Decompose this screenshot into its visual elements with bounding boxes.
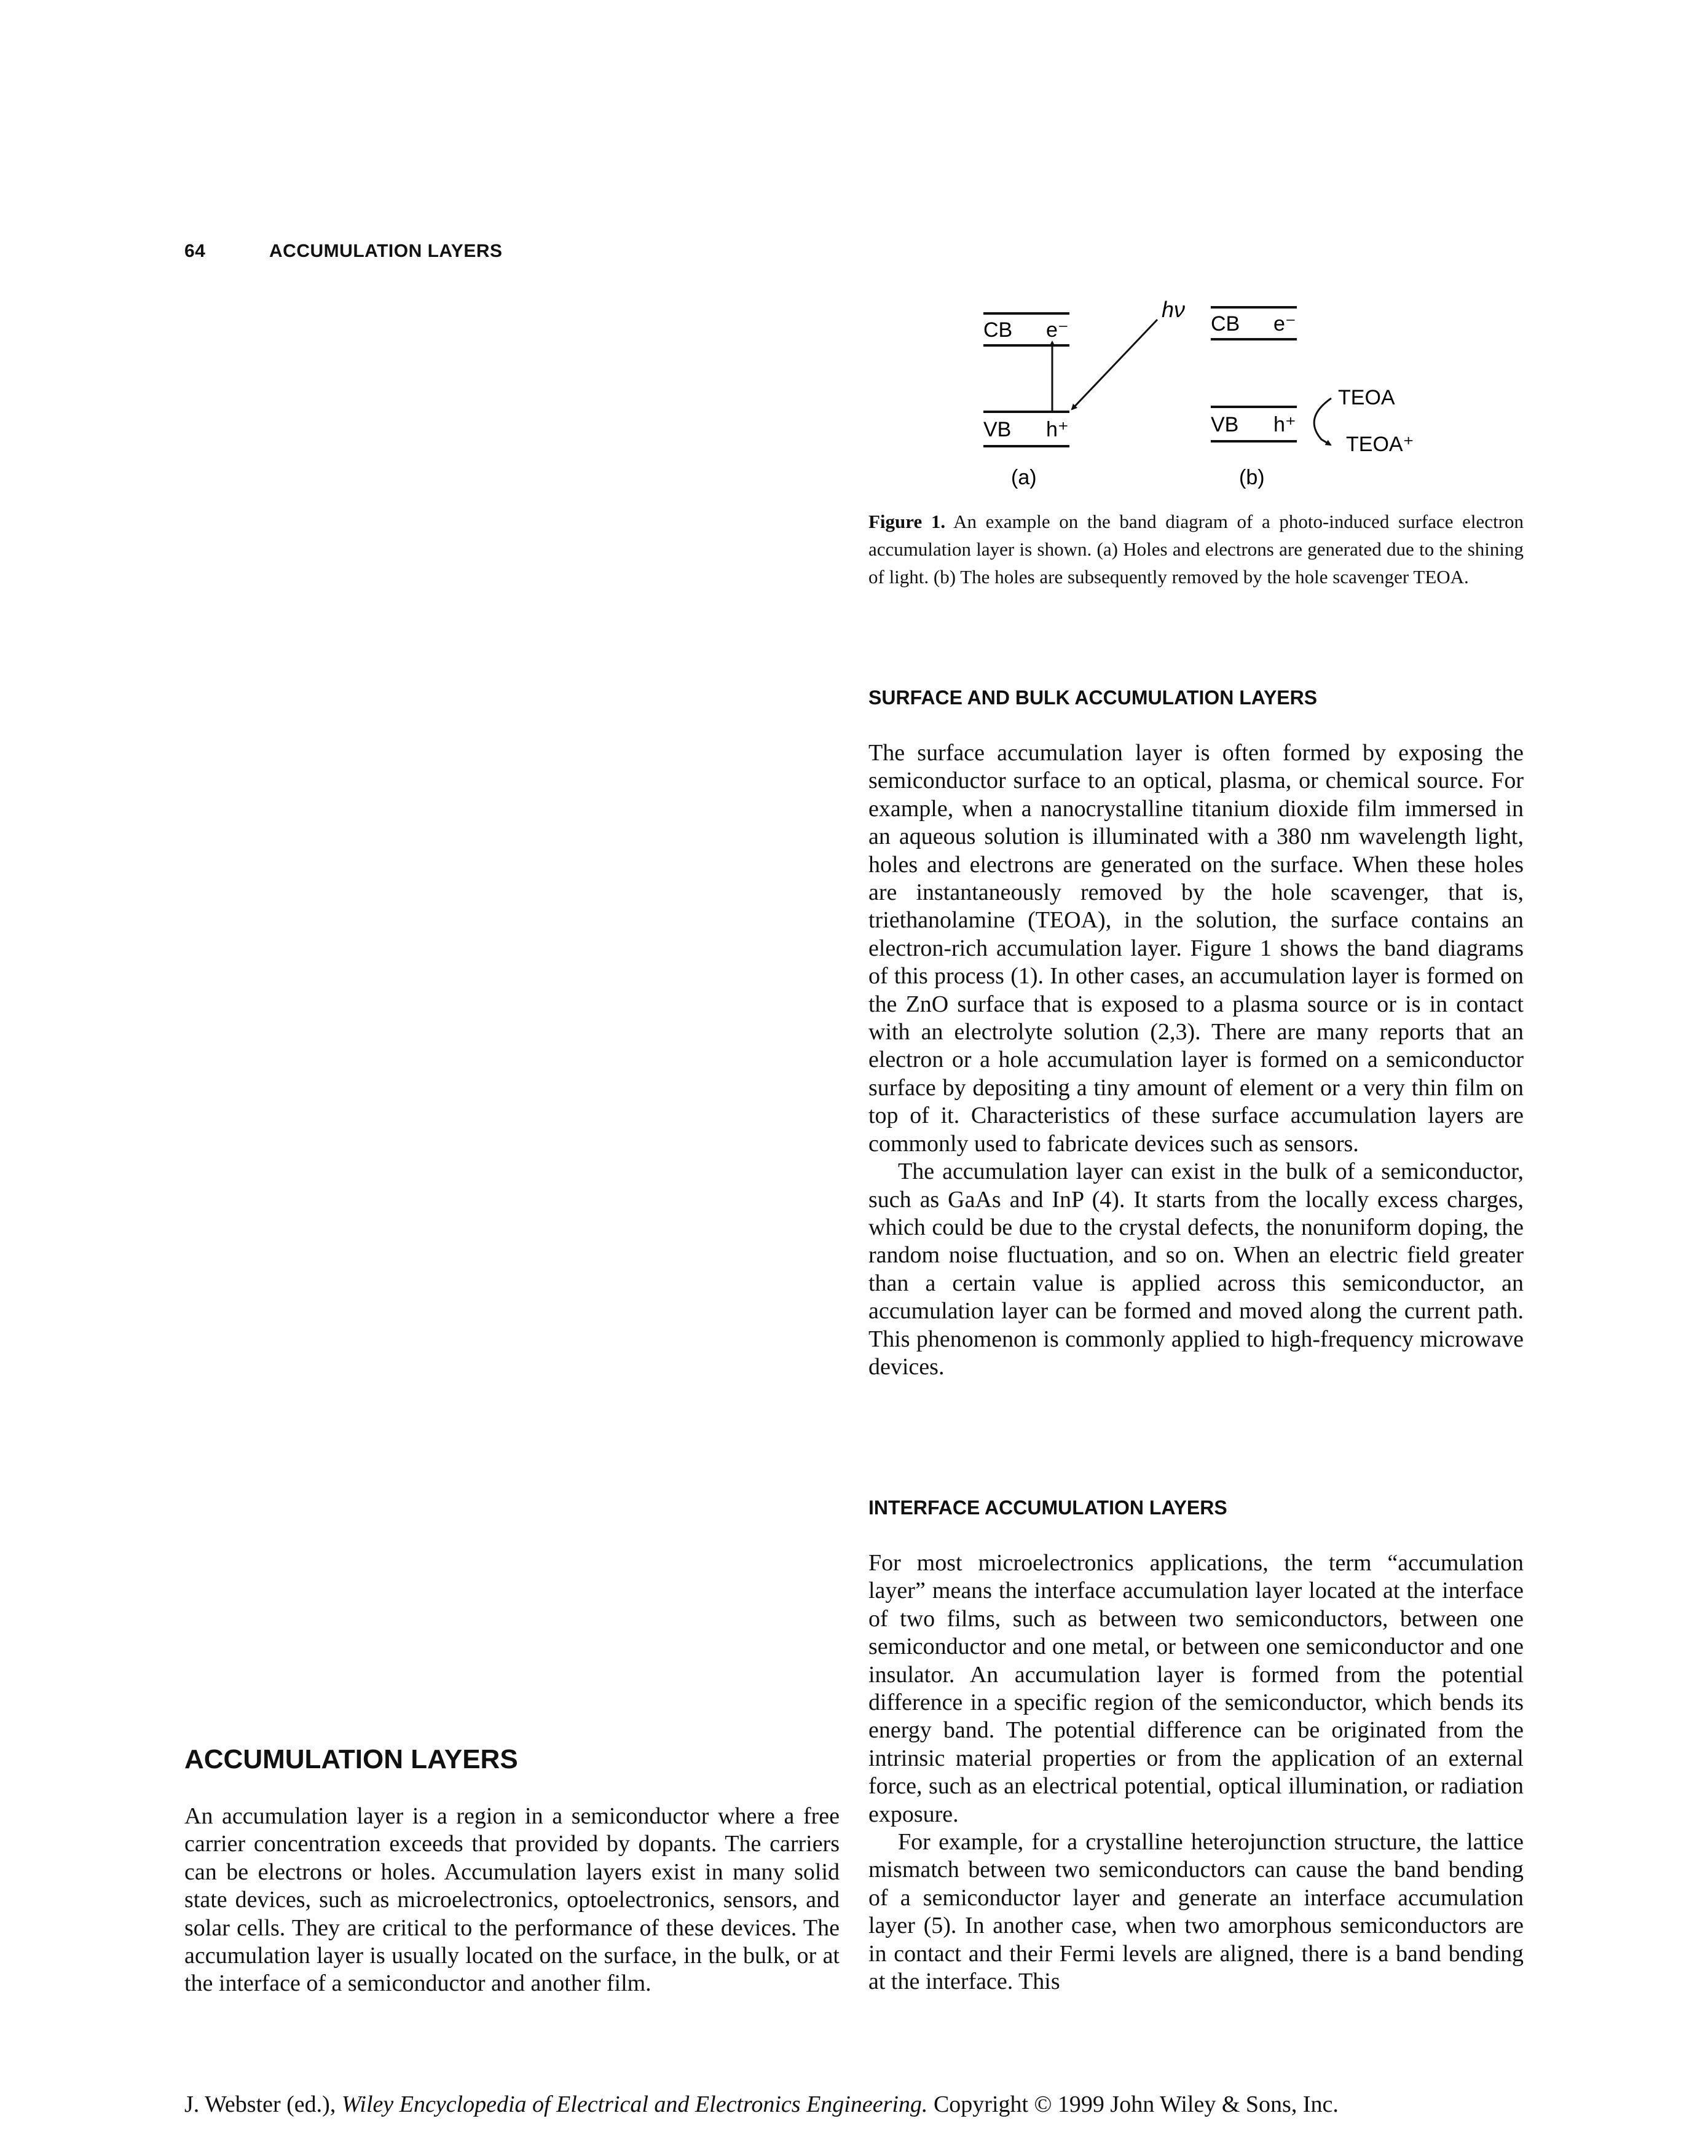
section-heading-interface: INTERFACE ACCUMULATION LAYERS <box>868 1497 1227 1519</box>
section-heading-surface-bulk: SURFACE AND BULK ACCUMULATION LAYERS <box>868 687 1318 709</box>
page-number: 64 <box>184 241 206 261</box>
teoa-label: TEOA <box>1338 386 1395 409</box>
figure-caption <box>868 508 1524 591</box>
panel-a-cb-label: CB <box>983 318 1013 342</box>
panel-b <box>1211 307 1414 489</box>
figure-caption-label: Figure 1. <box>868 511 946 532</box>
paragraph: For most microelectronics applications, the term “accumulation layer” means the interface accumulation layer located at the interface of two films, such as between two semiconductors, between one semiconductor and one metal, or between one semiconductor and one insulator. An accumulation layer is formed from the potential difference in a specific region of the semiconductor, which bends its energy band. The potential difference can be originated from the intrinsic material properties or from the application of an external force, such as an electrical potential, optical illumination, or radiation exposure. <box>868 1550 1524 1827</box>
section-body-interface <box>868 1549 1524 1996</box>
figure-caption-text: An example on the band diagram of a photo-induced surface electron accumulation layer is shown. (a) Holes and electrons are generated due to the shining of light. (b) The holes are subsequently removed by the hole scavenger TEOA. <box>868 511 1524 588</box>
panel-b-vb-label: VB <box>1211 413 1239 436</box>
band-diagram-figure <box>959 289 1438 498</box>
panel-a-electron-label: e⁻ <box>1046 318 1069 342</box>
teoa-plus-label: TEOA⁺ <box>1346 433 1414 456</box>
panel-a-vb-label: VB <box>983 418 1012 441</box>
running-title: ACCUMULATION LAYERS <box>269 241 503 261</box>
article-title: ACCUMULATION LAYERS <box>184 1744 518 1774</box>
panel-b-label: (b) <box>1239 466 1265 489</box>
panel-a <box>983 313 1069 489</box>
section-body-surface-bulk <box>868 739 1524 1381</box>
paragraph: For example, for a crystalline heterojunction structure, the lattice mismatch between two semiconductors can cause the band bending of a semiconductor layer and generate an interface accumulation layer (5). In another case, when two amorphous semiconductors are in contact and their Fermi levels are aligned, there is a band bending at the interface. This <box>868 1829 1524 1995</box>
hv-label: hν <box>1162 297 1186 322</box>
scavenger-arrow <box>1314 398 1331 445</box>
footer-editor: J. Webster (ed.), <box>184 2091 336 2117</box>
paragraph: The surface accumulation layer is often formed by exposing the semiconductor surface to an optical, plasma, or chemical source. For example, when a nanocrystalline titanium dioxide film immersed in an aqueous solution is illuminated with a 380 nm wavelength light, holes and electrons are generated on the surface. When these holes are instantaneously removed by the hole scavenger, that is, triethanolamine (TEOA), in the solution, the surface contains an electron-rich accumulation layer. Figure 1 shows the band diagrams of this process (1). In other cases, an accumulation layer is formed on the ZnO surface that is exposed to a plasma source or is in contact with an electrolyte solution (2,3). There are many reports that an electron or a hole accumulation layer is formed on a semiconductor surface by depositing a tiny amount of element or a very thin film on top of it. Characteristics of these surface accumulation layers are commonly used to fabricate devices such as sensors. <box>868 740 1524 1157</box>
article-intro <box>184 1803 840 1998</box>
paragraph: The accumulation layer can exist in the bulk of a semiconductor, such as GaAs and InP (4). It starts from the locally excess charges, which could be due to the crystal defects, the nonuniform doping, the random noise fluctuation, and so on. When an electric field greater than a certain value is applied across this semiconductor, an accumulation layer can be formed and moved along the current path. This phenomenon is commonly applied to high-frequency microwave devices. <box>868 1159 1524 1380</box>
panel-a-label: (a) <box>1011 466 1037 489</box>
panel-b-cb-label: CB <box>1211 312 1240 336</box>
panel-a-hole-label: h⁺ <box>1046 418 1069 441</box>
paragraph: An accumulation layer is a region in a semiconductor where a free carrier concentration exceeds that provided by dopants. The carriers can be electrons or holes. Accumulation layers exist in many solid state devices, such as microelectronics, optoelectronics, sensors, and solar cells. They are critical to the performance of these devices. The accumulation layer is usually located on the surface, in the bulk, or at the interface of a semiconductor and another film. <box>184 1803 840 1997</box>
footer-journal: Wiley Encyclopedia of Electrical and Electronics Engineering. <box>341 2091 928 2117</box>
light-arrow <box>1072 320 1157 409</box>
footer-copyright: Copyright © 1999 John Wiley & Sons, Inc. <box>933 2091 1339 2117</box>
page-footer <box>184 2091 1524 2118</box>
panel-b-electron-label: e⁻ <box>1273 312 1296 336</box>
panel-b-hole-label: h⁺ <box>1273 413 1296 436</box>
running-header <box>184 241 503 262</box>
